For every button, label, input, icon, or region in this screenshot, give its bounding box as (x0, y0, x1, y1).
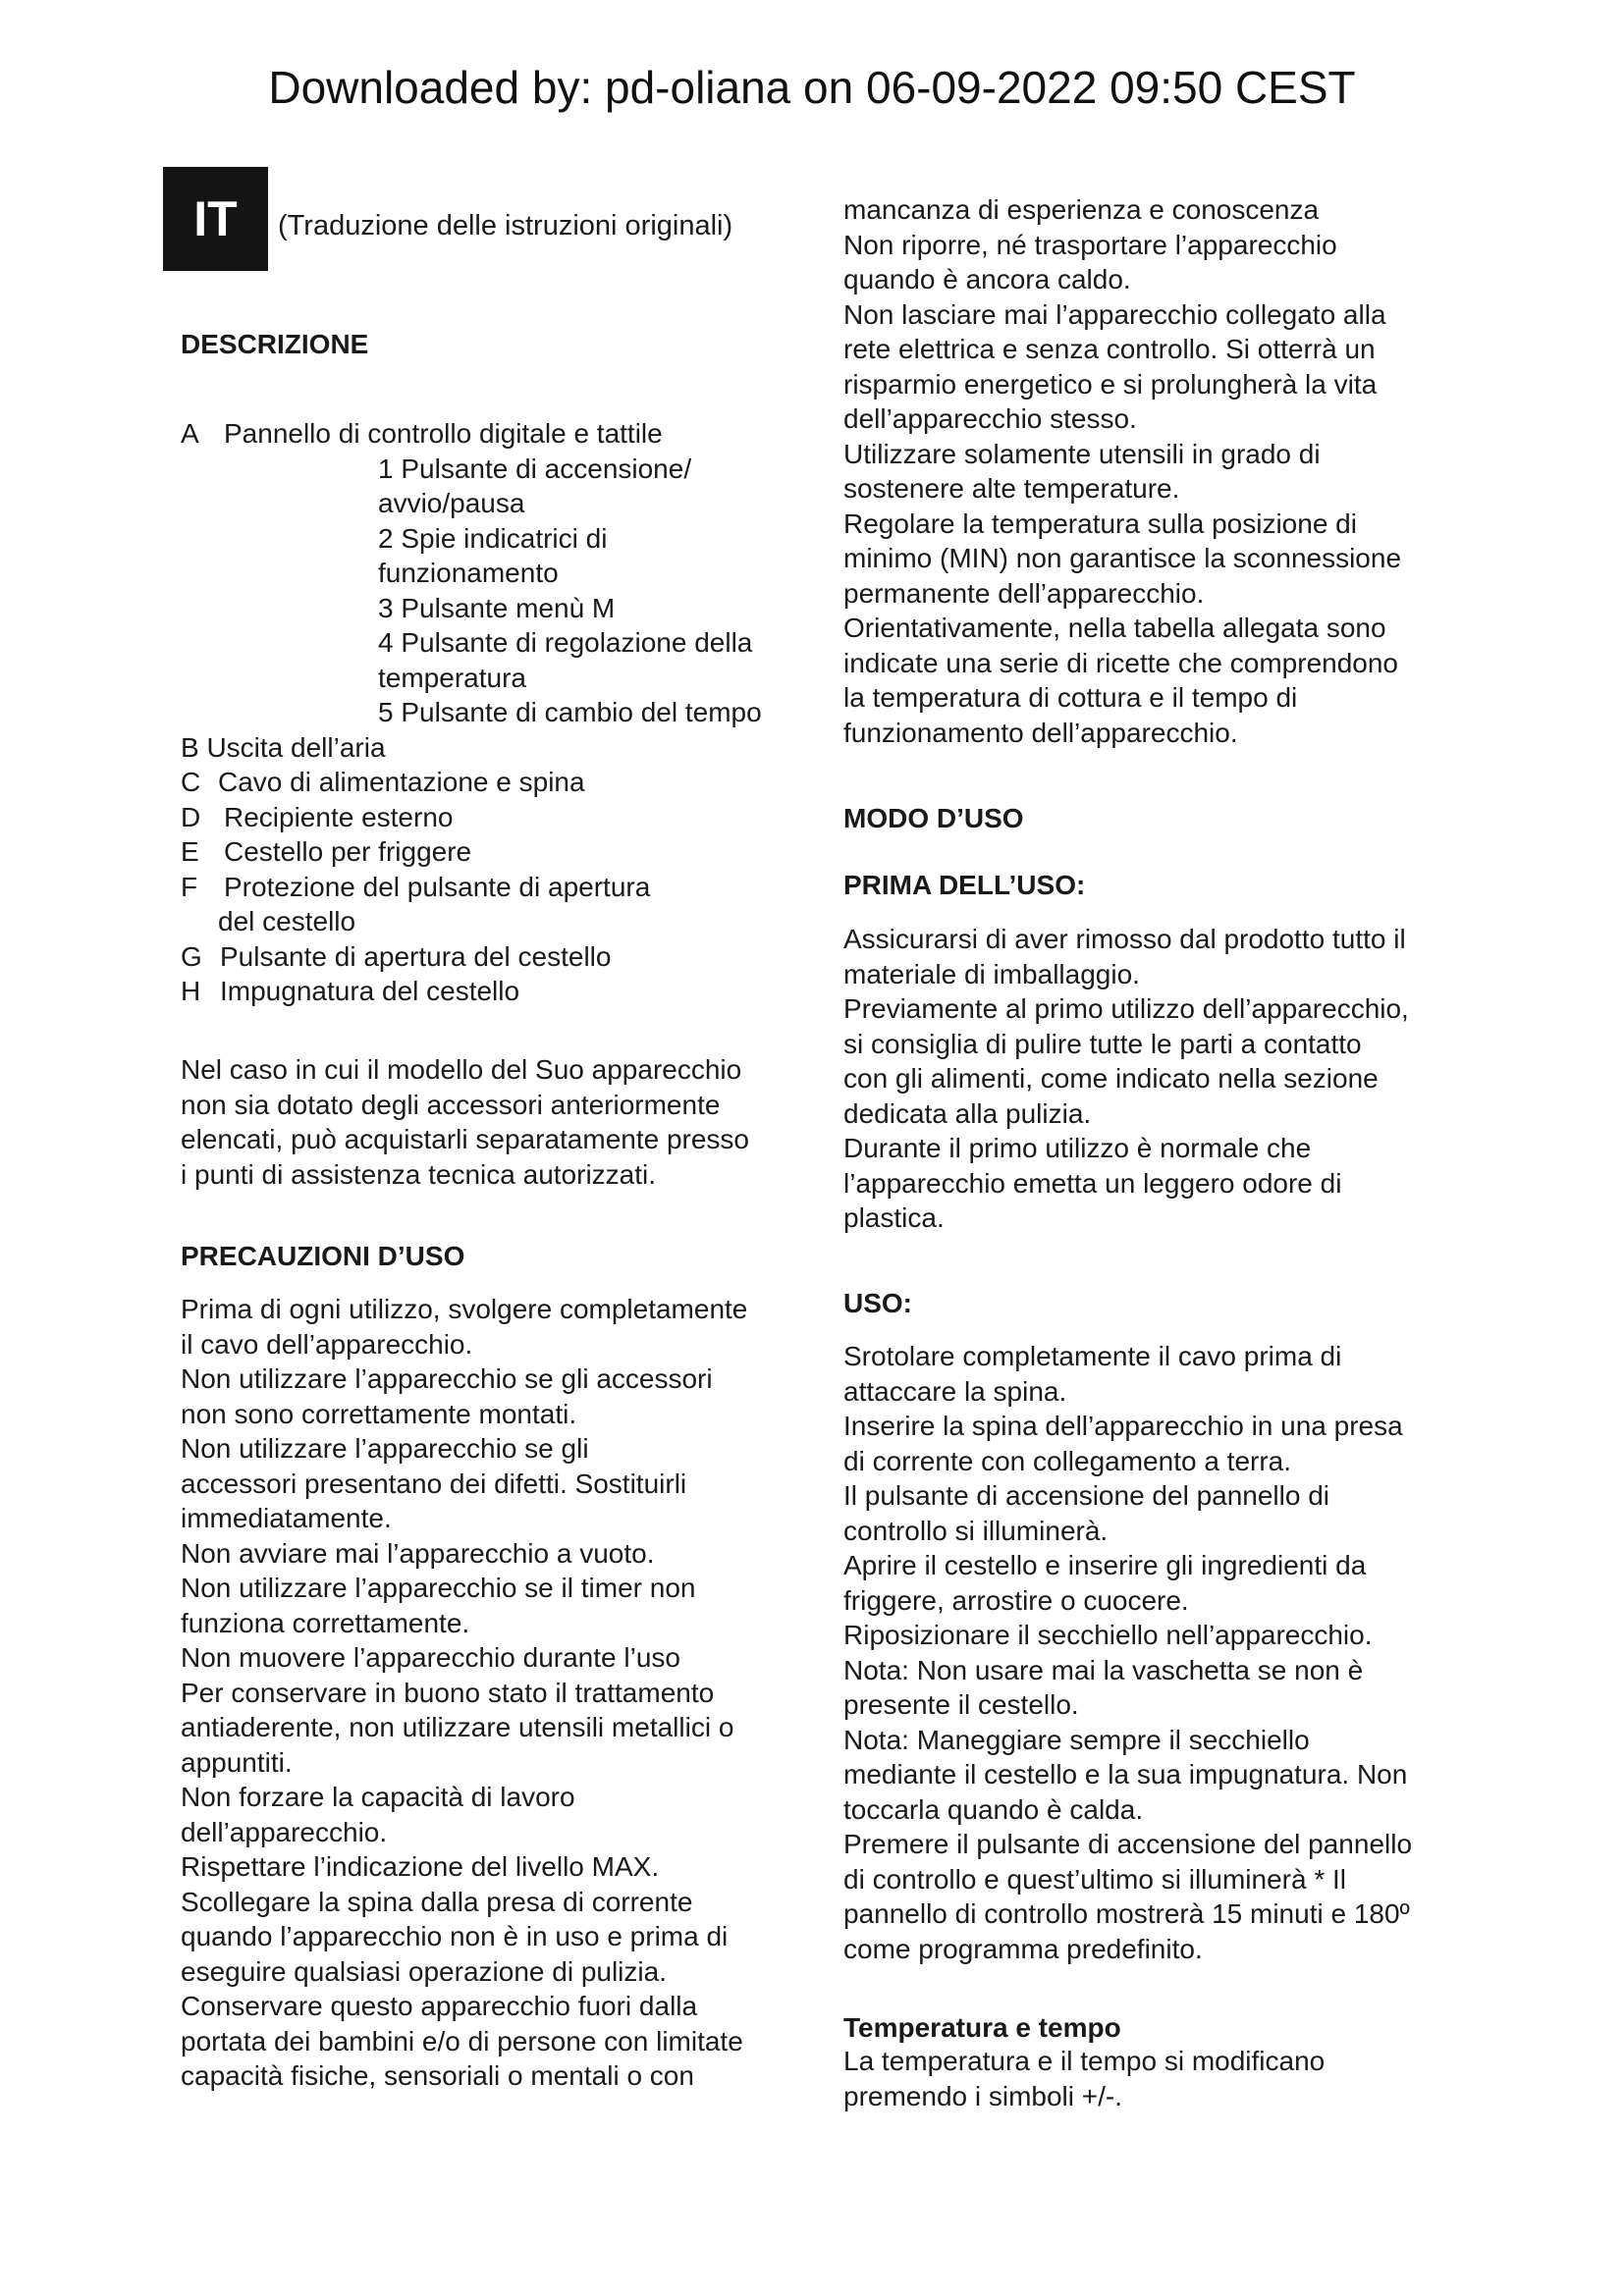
text-line: non sia dotato degli accessori anteriormente (181, 1089, 721, 1120)
text-line: Previamente al primo utilizzo dell’apparecchio, (843, 993, 1409, 1024)
heading-uso: USO: (843, 1288, 912, 1318)
text-line: la temperatura di cottura e il tempo di (843, 682, 1298, 713)
item-text: Protezione del pulsante di apertura (224, 871, 651, 902)
text-line: Aprire il cestello e inserire gli ingredienti da (843, 1550, 1367, 1580)
text-line: funziona correttamente. (181, 1607, 470, 1638)
download-stamp: Downloaded by: pd-oliana on 06-09-2022 09:50 CEST (268, 62, 1356, 113)
list-item-a (181, 416, 809, 452)
text-line: i punti di assistenza tecnica autorizzati. (181, 1158, 657, 1190)
text-line: Regolare la temperatura sulla posizione di (843, 507, 1357, 539)
text-line: Non utilizzare l’apparecchio se gli (181, 1433, 589, 1464)
text-line: La temperatura e il tempo si modificano (843, 2046, 1326, 2076)
precauzioni-text (181, 1292, 809, 2094)
text-line: attaccare la spina. (843, 1375, 1067, 1407)
text-line: elencati, può acquistarli separatamente presso (181, 1124, 750, 1154)
text-line: eseguire qualsiasi operazione di pulizia. (181, 1955, 667, 1987)
text-line: dedicata alla pulizia. (843, 1097, 1092, 1129)
translation-subtitle: (Traduzione delle istruzioni originali) (278, 210, 733, 241)
text-line: indicate una serie di ricette che comprendono (843, 647, 1399, 678)
text-line: portata dei bambini e/o di persone con limitate (181, 2025, 743, 2056)
text-line: Non riporre, né trasportare l’apparecchio (843, 229, 1337, 260)
text-line: controllo si illuminerà. (843, 1515, 1109, 1546)
language-badge: IT (163, 167, 268, 271)
text-line: Il pulsante di accensione del pannello di (843, 1480, 1330, 1511)
text-line: Inserire la spina dell’apparecchio in una presa (843, 1411, 1403, 1441)
text-line: friggere, arrostire o cuocere. (843, 1584, 1189, 1616)
text-line: Premere il pulsante di accensione del pannello (843, 1829, 1413, 1859)
text-line: di corrente con collegamento a terra. (843, 1445, 1292, 1476)
text-line: sostenere alte temperature. (843, 473, 1180, 504)
text-line: premendo i simboli +/-. (843, 2080, 1123, 2111)
item-text: Pannello di controllo digitale e tattile (224, 418, 663, 449)
item-text: Pulsante di apertura del cestello (220, 940, 612, 972)
heading-temperatura-tempo: Temperatura e tempo (843, 2012, 1121, 2043)
subitem: 5 Pulsante di cambio del tempo (378, 697, 762, 727)
text-line: si consiglia di pulire tutte le parti a contatto (843, 1028, 1362, 1059)
text-line: Prima di ogni utilizzo, svolgere completamente (181, 1294, 748, 1324)
subitem: 2 Spie indicatrici di (378, 522, 608, 554)
subitem: 3 Pulsante menù M (378, 592, 616, 623)
text-line: accessori presentano dei difetti. Sostituirli (181, 1468, 687, 1499)
text-line: permanente dell’apparecchio. (843, 577, 1205, 609)
text-line: Assicurarsi di aver rimosso dal prodotto tutto il (843, 924, 1406, 954)
text-line: il cavo dell’apparecchio. (181, 1328, 473, 1360)
text-line: Nota: Non usare mai la vaschetta se non è (843, 1654, 1364, 1685)
list-item-f (181, 870, 809, 905)
uso-text (843, 1339, 1457, 1966)
text-line: Non forzare la capacità di lavoro (181, 1782, 575, 1812)
subitem: 1 Pulsante di accensione/ (378, 453, 692, 484)
item-letter: H (181, 976, 201, 1006)
text-line: antiaderente, non utilizzare utensili metallici o (181, 1712, 734, 1742)
text-line: Per conservare in buono stato il trattamento (181, 1677, 715, 1708)
item-letter: D (181, 801, 201, 832)
list-item-b: B Uscita dell’aria (181, 731, 386, 763)
text-line: Non lasciare mai l’apparecchio collegato alla (843, 298, 1386, 330)
text-line: Durante il primo utilizzo è normale che (843, 1133, 1312, 1163)
text-line: Utilizzare solamente utensili in grado di (843, 438, 1321, 469)
text-line: non sono correttamente montati. (181, 1398, 577, 1429)
list-item-f-cont: del cestello (218, 906, 356, 936)
list-item-e (181, 834, 809, 870)
text-line: con gli alimenti, come indicato nella sezione (843, 1063, 1379, 1094)
item-text: Cavo di alimentazione e spina (218, 767, 585, 797)
item-letter: E (181, 836, 199, 867)
text-line: dell’apparecchio stesso. (843, 403, 1137, 434)
heading-prima-uso: PRIMA DELL’USO: (843, 870, 1086, 900)
text-line: rete elettrica e senza controllo. Si otterrà un (843, 334, 1376, 364)
text-line: toccarla quando è calda. (843, 1793, 1144, 1825)
item-letter: C (181, 767, 201, 797)
list-item-g (181, 939, 809, 975)
text-line: dell’apparecchio. (181, 1816, 388, 1847)
text-line: minimo (MIN) non garantisce la sconnessione (843, 543, 1402, 573)
subitem: temperatura (378, 662, 526, 693)
text-line: Riposizionare il secchiello nell’apparecchio. (843, 1620, 1373, 1650)
subitem: avvio/pausa (378, 488, 525, 518)
item-text: Recipiente esterno (224, 801, 454, 832)
text-line: Non muovere l’apparecchio durante l’uso (181, 1642, 680, 1673)
text-line: funzionamento dell’apparecchio. (843, 717, 1238, 748)
text-line: mediante il cestello e la sua impugnatura. Non (843, 1759, 1408, 1789)
text-line: Non utilizzare l’apparecchio se gli accessori (181, 1363, 713, 1394)
text-line: risparmio energetico e si prolungherà la vita (843, 368, 1378, 400)
subitem: 4 Pulsante di regolazione della (378, 627, 753, 658)
list-item-h (181, 974, 809, 1009)
list-item-d (181, 800, 809, 835)
text-line: Nota: Maneggiare sempre il secchiello (843, 1724, 1310, 1755)
text-line: appuntiti. (181, 1746, 293, 1778)
text-line: Orientativamente, nella tabella allegata sono (843, 613, 1386, 643)
description-list (181, 416, 809, 1009)
text-line: capacità fisiche, sensoriali o mentali o con (181, 2060, 694, 2091)
heading-descrizione: DESCRIZIONE (181, 329, 369, 359)
text-line: quando è ancora caldo. (843, 264, 1131, 294)
heading-modo-uso: MODO D’USO (843, 803, 1024, 833)
temperatura-text (843, 2044, 1457, 2113)
text-line: Rispettare l’indicazione del livello MAX. (181, 1851, 660, 1882)
text-line: pannello di controllo mostrerà 15 minuti e 180º (843, 1898, 1410, 1929)
intro-text (843, 192, 1457, 750)
text-line: di controllo e quest’ultimo si illuminerà * Il (843, 1863, 1346, 1895)
text-line: Non avviare mai l’apparecchio a vuoto. (181, 1537, 655, 1569)
text-line: mancanza di esperienza e conoscenza (843, 194, 1320, 225)
accessories-note (181, 1052, 809, 1192)
heading-precauzioni: PRECAUZIONI D’USO (181, 1241, 465, 1271)
item-letter: G (181, 940, 202, 972)
text-line: Conservare questo apparecchio fuori dalla (181, 1991, 698, 2021)
item-text: Impugnatura del cestello (220, 976, 520, 1006)
text-line: Non utilizzare l’apparecchio se il timer non (181, 1573, 696, 1603)
text-line: plastica. (843, 1202, 945, 1233)
text-line: come programma predefinito. (843, 1933, 1203, 1964)
text-line: Scollegare la spina dalla presa di corrente (181, 1886, 693, 1917)
list-item-c (181, 765, 809, 800)
text-line: Nel caso in cui il modello del Suo apparecchio (181, 1054, 742, 1085)
prima-uso-text (843, 922, 1457, 1236)
item-letter: A (181, 418, 199, 449)
text-line: Srotolare completamente il cavo prima di (843, 1341, 1342, 1371)
text-line: quando l’apparecchio non è in uso e prima di (181, 1921, 729, 1951)
text-line: presente il cestello. (843, 1689, 1079, 1720)
item-letter: F (181, 871, 198, 902)
subitem: funzionamento (378, 558, 559, 588)
item-text: Cestello per friggere (224, 836, 472, 867)
text-line: materiale di imballaggio. (843, 958, 1140, 989)
text-line: immediatamente. (181, 1503, 392, 1533)
text-line: l’apparecchio emetta un leggero odore di (843, 1167, 1342, 1199)
